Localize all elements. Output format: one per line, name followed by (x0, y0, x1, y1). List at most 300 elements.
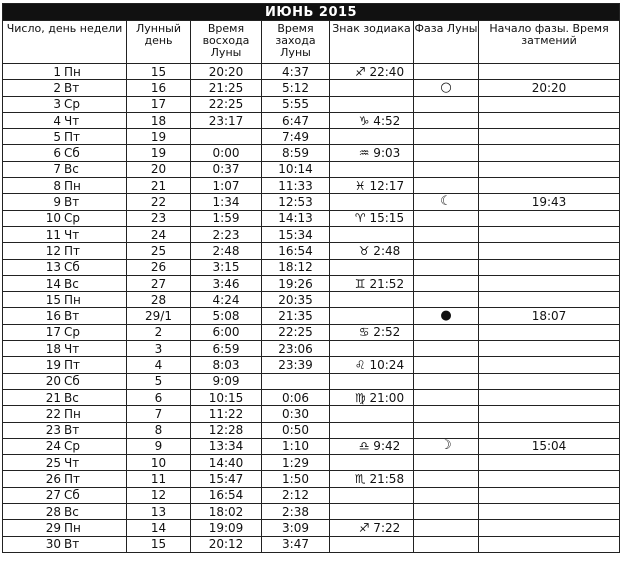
lunar-calendar (2, 3, 619, 553)
phase-start-cell (479, 373, 620, 389)
zodiac-cell: ♐ 22:40 (330, 64, 414, 80)
moonset-cell: 10:14 (262, 161, 330, 177)
date-cell (3, 161, 127, 177)
day-number: 7 (53, 162, 61, 177)
phase-start-cell (479, 96, 620, 112)
moonrise-cell: 8:03 (191, 357, 262, 373)
day-number: 16 (45, 309, 61, 324)
lunar-day-cell: 24 (127, 226, 191, 242)
weekday: Пн (64, 520, 81, 535)
moonset-cell: 18:12 (262, 259, 330, 275)
table-row (3, 357, 620, 373)
lunar-day-cell: 28 (127, 292, 191, 308)
day-number: 11 (45, 227, 61, 242)
date-cell (3, 64, 127, 80)
weekday: Вс (64, 276, 79, 291)
phase-start-cell (479, 406, 620, 422)
moon-phase-cell (414, 161, 479, 177)
moonset-cell: 2:38 (262, 504, 330, 520)
weekday: Вс (64, 162, 79, 177)
moon-phase-cell (414, 455, 479, 471)
weekday: Пн (64, 292, 81, 307)
date-cell (3, 80, 127, 96)
day-number: 12 (45, 243, 61, 258)
date-cell (3, 406, 127, 422)
table-row (3, 96, 620, 112)
moon-phase-cell (414, 259, 479, 275)
phase-start-cell (479, 210, 620, 226)
day-number: 5 (53, 129, 61, 144)
day-number: 24 (45, 439, 61, 454)
moon-phase-cell (414, 112, 479, 128)
table-row (3, 308, 620, 324)
phase-start-cell: 15:04 (479, 438, 620, 454)
moonrise-cell: 3:15 (191, 259, 262, 275)
lunar-day-cell: 19 (127, 145, 191, 161)
date-cell (3, 226, 127, 242)
table-row (3, 504, 620, 520)
table-row (3, 145, 620, 161)
day-number: 2 (53, 80, 61, 95)
lunar-day-cell: 15 (127, 536, 191, 552)
date-cell (3, 455, 127, 471)
table-row (3, 129, 620, 145)
day-number: 6 (53, 146, 61, 161)
zodiac-cell (330, 406, 414, 422)
day-number: 30 (45, 537, 61, 552)
lunar-day-cell: 23 (127, 210, 191, 226)
moonrise-cell: 9:09 (191, 373, 262, 389)
lunar-day-cell: 12 (127, 487, 191, 503)
table-row (3, 210, 620, 226)
day-number: 26 (45, 472, 61, 487)
phase-start-cell (479, 226, 620, 242)
moon-phase-cell: ☾ (414, 194, 479, 210)
zodiac-cell (330, 455, 414, 471)
zodiac-cell (330, 308, 414, 324)
date-cell (3, 129, 127, 145)
weekday: Сб (64, 488, 80, 503)
zodiac-cell: ♉ 2:48 (330, 243, 414, 259)
header-date: Число, день недели (3, 21, 127, 64)
lunar-day-cell: 18 (127, 112, 191, 128)
moonrise-cell: 16:54 (191, 487, 262, 503)
zodiac-cell (330, 80, 414, 96)
weekday: Ср (64, 325, 80, 340)
phase-start-cell (479, 243, 620, 259)
table-row (3, 536, 620, 552)
moonrise-cell: 3:46 (191, 275, 262, 291)
moonrise-cell: 14:40 (191, 455, 262, 471)
moon-phase-cell (414, 178, 479, 194)
moonset-cell: 12:53 (262, 194, 330, 210)
date-cell (3, 275, 127, 291)
lunar-day-cell: 19 (127, 129, 191, 145)
moonset-cell: 0:30 (262, 406, 330, 422)
date-cell (3, 259, 127, 275)
moonrise-cell: 18:02 (191, 504, 262, 520)
lunar-day-cell: 3 (127, 341, 191, 357)
lunar-calendar-table (2, 3, 620, 553)
table-row (3, 226, 620, 242)
moonset-cell: 16:54 (262, 243, 330, 259)
zodiac-cell: ♏ 21:58 (330, 471, 414, 487)
moon-phase-cell (414, 226, 479, 242)
moonrise-cell: 5:08 (191, 308, 262, 324)
moonset-cell: 11:33 (262, 178, 330, 194)
moonset-cell: 1:10 (262, 438, 330, 454)
phase-start-cell (479, 487, 620, 503)
weekday: Вт (64, 195, 80, 210)
moonrise-cell: 0:37 (191, 161, 262, 177)
zodiac-cell: ♍ 21:00 (330, 389, 414, 405)
lunar-day-cell: 27 (127, 275, 191, 291)
table-row (3, 455, 620, 471)
moon-phase-cell (414, 389, 479, 405)
phase-start-cell (479, 145, 620, 161)
zodiac-cell (330, 536, 414, 552)
zodiac-cell: ♐ 7:22 (330, 520, 414, 536)
moonset-cell: 1:29 (262, 455, 330, 471)
weekday: Чт (64, 113, 80, 128)
zodiac-cell (330, 96, 414, 112)
lunar-day-cell: 21 (127, 178, 191, 194)
moon-phase-cell: ○ (414, 80, 479, 96)
day-number: 17 (45, 325, 61, 340)
day-number: 13 (45, 260, 61, 275)
moonrise-cell (191, 129, 262, 145)
header-moonrise: Время восхода Луны (191, 21, 262, 64)
day-number: 20 (45, 374, 61, 389)
moonset-cell: 15:34 (262, 226, 330, 242)
moonrise-cell: 20:20 (191, 64, 262, 80)
moonrise-cell: 23:17 (191, 112, 262, 128)
lunar-day-cell: 8 (127, 422, 191, 438)
weekday: Пт (64, 243, 81, 258)
table-row (3, 406, 620, 422)
moonrise-cell: 10:15 (191, 389, 262, 405)
moonset-cell: 4:37 (262, 64, 330, 80)
day-number: 23 (45, 423, 61, 438)
date-cell (3, 324, 127, 340)
phase-start-cell (479, 161, 620, 177)
moonset-cell: 7:49 (262, 129, 330, 145)
day-number: 14 (45, 276, 61, 291)
moonrise-cell: 20:12 (191, 536, 262, 552)
weekday: Вс (64, 390, 79, 405)
moon-phase-cell (414, 275, 479, 291)
phase-start-cell (479, 341, 620, 357)
lunar-day-cell: 13 (127, 504, 191, 520)
moonrise-cell: 6:59 (191, 341, 262, 357)
moon-phase-cell (414, 422, 479, 438)
date-cell (3, 357, 127, 373)
phase-start-cell (479, 357, 620, 373)
moonset-cell: 20:35 (262, 292, 330, 308)
table-row (3, 471, 620, 487)
weekday: Сб (64, 260, 80, 275)
moon-phase-cell (414, 357, 479, 373)
date-cell (3, 145, 127, 161)
weekday: Сб (64, 146, 80, 161)
table-row (3, 178, 620, 194)
lunar-day-cell: 10 (127, 455, 191, 471)
lunar-day-cell: 9 (127, 438, 191, 454)
moonrise-cell: 15:47 (191, 471, 262, 487)
weekday: Вт (64, 423, 80, 438)
moonset-cell: 23:06 (262, 341, 330, 357)
moonset-cell: 8:59 (262, 145, 330, 161)
header-moonset: Время захода Луны (262, 21, 330, 64)
date-cell (3, 536, 127, 552)
moonrise-cell: 0:00 (191, 145, 262, 161)
weekday: Пн (64, 64, 81, 79)
zodiac-cell (330, 129, 414, 145)
moon-phase-cell (414, 210, 479, 226)
table-row (3, 259, 620, 275)
phase-start-cell (479, 504, 620, 520)
weekday: Чт (64, 227, 80, 242)
moon-phase-cell (414, 504, 479, 520)
moonset-cell: 3:09 (262, 520, 330, 536)
phase-start-cell: 19:43 (479, 194, 620, 210)
date-cell (3, 210, 127, 226)
weekday: Пт (64, 129, 81, 144)
moonrise-cell: 1:34 (191, 194, 262, 210)
moonset-cell: 3:47 (262, 536, 330, 552)
phase-start-cell (479, 520, 620, 536)
table-row (3, 243, 620, 259)
moonrise-cell: 19:09 (191, 520, 262, 536)
table-row (3, 487, 620, 503)
moon-phase-cell: ● (414, 308, 479, 324)
day-number: 25 (45, 455, 61, 470)
day-number: 1 (53, 64, 61, 79)
phase-start-cell (479, 455, 620, 471)
phase-start-cell (479, 389, 620, 405)
table-row (3, 292, 620, 308)
lunar-day-cell: 4 (127, 357, 191, 373)
zodiac-cell: ♋ 2:52 (330, 324, 414, 340)
moonrise-cell: 2:48 (191, 243, 262, 259)
weekday: Чт (64, 341, 80, 356)
weekday: Вт (64, 80, 80, 95)
moonrise-cell: 4:24 (191, 292, 262, 308)
zodiac-cell (330, 504, 414, 520)
moonset-cell: 21:35 (262, 308, 330, 324)
month-title: ИЮНЬ 2015 (3, 4, 620, 21)
weekday: Пн (64, 178, 81, 193)
weekday: Ср (64, 439, 80, 454)
header-phase-start: Начало фазы. Время затмений (479, 21, 620, 64)
zodiac-cell (330, 226, 414, 242)
zodiac-cell (330, 194, 414, 210)
weekday: Ср (64, 97, 80, 112)
moonrise-cell: 11:22 (191, 406, 262, 422)
moonset-cell: 5:55 (262, 96, 330, 112)
moonrise-cell: 1:07 (191, 178, 262, 194)
day-number: 28 (45, 504, 61, 519)
date-cell (3, 341, 127, 357)
lunar-day-cell: 26 (127, 259, 191, 275)
lunar-day-cell: 7 (127, 406, 191, 422)
moonset-cell: 22:25 (262, 324, 330, 340)
phase-start-cell (479, 471, 620, 487)
date-cell (3, 438, 127, 454)
moonrise-cell: 2:23 (191, 226, 262, 242)
lunar-day-cell: 17 (127, 96, 191, 112)
day-number: 27 (45, 488, 61, 503)
lunar-day-cell: 29/1 (127, 308, 191, 324)
lunar-day-cell: 16 (127, 80, 191, 96)
zodiac-cell: ♒ 9:03 (330, 145, 414, 161)
table-row (3, 341, 620, 357)
table-row (3, 520, 620, 536)
lunar-day-cell: 2 (127, 324, 191, 340)
header-lunar-day: Лунный день (127, 21, 191, 64)
moonrise-cell: 6:00 (191, 324, 262, 340)
date-cell (3, 504, 127, 520)
day-number: 4 (53, 113, 61, 128)
lunar-day-cell: 15 (127, 64, 191, 80)
table-row (3, 161, 620, 177)
moonset-cell: 23:39 (262, 357, 330, 373)
moon-phase-cell (414, 373, 479, 389)
phase-start-cell (479, 536, 620, 552)
moonrise-cell: 1:59 (191, 210, 262, 226)
moonset-cell: 0:06 (262, 389, 330, 405)
day-number: 19 (45, 357, 61, 372)
phase-start-cell (479, 112, 620, 128)
date-cell (3, 471, 127, 487)
moonrise-cell: 21:25 (191, 80, 262, 96)
date-cell (3, 292, 127, 308)
moonrise-cell: 12:28 (191, 422, 262, 438)
table-row (3, 422, 620, 438)
zodiac-cell (330, 161, 414, 177)
moonset-cell (262, 373, 330, 389)
zodiac-cell (330, 422, 414, 438)
moon-phase-cell (414, 536, 479, 552)
header-moon-phase: Фаза Луны (414, 21, 479, 64)
zodiac-cell (330, 259, 414, 275)
zodiac-cell (330, 373, 414, 389)
zodiac-cell: ♎ 9:42 (330, 438, 414, 454)
zodiac-cell: ♑ 4:52 (330, 112, 414, 128)
moon-phase-cell (414, 341, 479, 357)
moonset-cell: 2:12 (262, 487, 330, 503)
moon-phase-cell (414, 471, 479, 487)
phase-start-cell: 20:20 (479, 80, 620, 96)
weekday: Ср (64, 211, 80, 226)
phase-start-cell (479, 422, 620, 438)
moonset-cell: 14:13 (262, 210, 330, 226)
moon-phase-cell (414, 324, 479, 340)
table-row (3, 80, 620, 96)
lunar-day-cell: 20 (127, 161, 191, 177)
date-cell (3, 112, 127, 128)
moonset-cell: 6:47 (262, 112, 330, 128)
moonset-cell: 19:26 (262, 275, 330, 291)
day-number: 22 (45, 406, 61, 421)
date-cell (3, 373, 127, 389)
calendar-rows (3, 64, 620, 553)
date-cell (3, 243, 127, 259)
zodiac-cell: ♌ 10:24 (330, 357, 414, 373)
moonrise-cell: 22:25 (191, 96, 262, 112)
zodiac-cell: ♊ 21:52 (330, 275, 414, 291)
table-row (3, 194, 620, 210)
table-row (3, 373, 620, 389)
day-number: 18 (45, 341, 61, 356)
lunar-day-cell: 6 (127, 389, 191, 405)
lunar-day-cell: 25 (127, 243, 191, 259)
moonrise-cell: 13:34 (191, 438, 262, 454)
table-row (3, 275, 620, 291)
moonset-cell: 0:50 (262, 422, 330, 438)
zodiac-cell (330, 487, 414, 503)
weekday: Чт (64, 455, 80, 470)
day-number: 8 (53, 178, 61, 193)
day-number: 29 (45, 520, 61, 535)
moon-phase-cell (414, 145, 479, 161)
date-cell (3, 487, 127, 503)
zodiac-cell: ♈ 15:15 (330, 210, 414, 226)
phase-start-cell (479, 259, 620, 275)
moon-phase-cell: ☽ (414, 438, 479, 454)
day-number: 3 (53, 97, 61, 112)
moonset-cell: 5:12 (262, 80, 330, 96)
weekday: Вт (64, 537, 80, 552)
day-number: 9 (53, 195, 61, 210)
moon-phase-cell (414, 406, 479, 422)
date-cell (3, 178, 127, 194)
date-cell (3, 520, 127, 536)
moon-phase-cell (414, 487, 479, 503)
phase-start-cell (479, 292, 620, 308)
phase-start-cell (479, 324, 620, 340)
day-number: 10 (45, 211, 61, 226)
lunar-day-cell: 11 (127, 471, 191, 487)
phase-start-cell (479, 275, 620, 291)
moon-phase-cell (414, 292, 479, 308)
moon-phase-cell (414, 64, 479, 80)
weekday: Пт (64, 357, 81, 372)
table-row (3, 112, 620, 128)
moon-phase-cell (414, 243, 479, 259)
date-cell (3, 422, 127, 438)
table-row (3, 389, 620, 405)
header-zodiac: Знак зодиака (330, 21, 414, 64)
moon-phase-cell (414, 96, 479, 112)
zodiac-cell (330, 341, 414, 357)
moon-phase-cell (414, 129, 479, 145)
weekday: Вс (64, 504, 79, 519)
lunar-day-cell: 14 (127, 520, 191, 536)
date-cell (3, 389, 127, 405)
table-row (3, 64, 620, 80)
moonset-cell: 1:50 (262, 471, 330, 487)
table-row (3, 438, 620, 454)
phase-start-cell (479, 129, 620, 145)
weekday: Пт (64, 472, 81, 487)
date-cell (3, 194, 127, 210)
weekday: Вт (64, 309, 80, 324)
day-number: 21 (45, 390, 61, 405)
zodiac-cell: ♓ 12:17 (330, 178, 414, 194)
weekday: Сб (64, 374, 80, 389)
lunar-day-cell: 22 (127, 194, 191, 210)
